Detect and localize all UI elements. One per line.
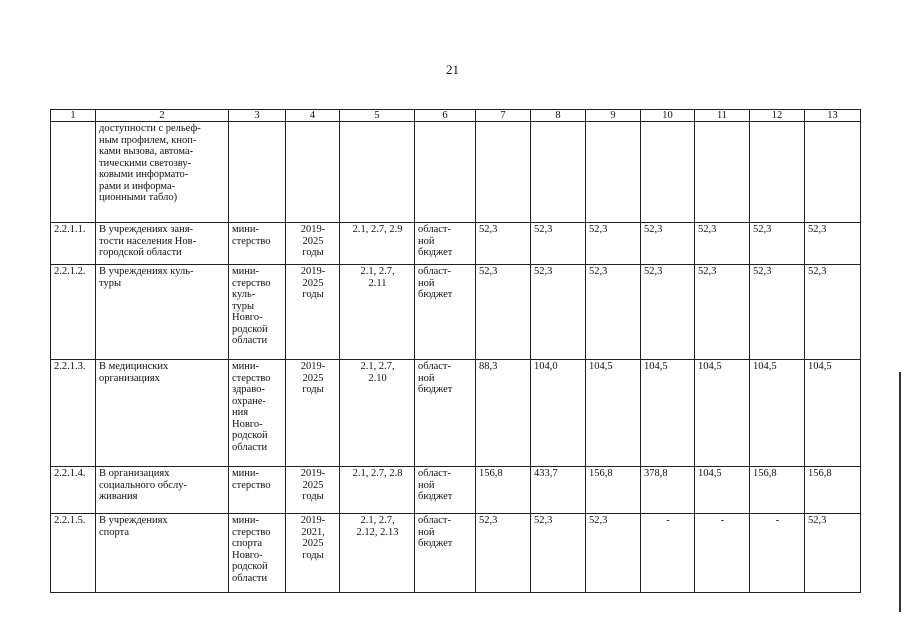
cell-period: 2019- 2025 годы xyxy=(286,265,340,360)
cell-value-2020: 433,7 xyxy=(531,467,586,514)
cell-target-indicators: 2.1, 2.7, 2.9 xyxy=(340,223,415,265)
cell-period: 2019- 2025 годы xyxy=(286,467,340,514)
table-body xyxy=(51,110,861,593)
table-row xyxy=(51,223,861,265)
cell-value-2024: - xyxy=(750,514,805,593)
cell-value-2022 xyxy=(641,122,695,223)
cell-description: В организациях социального обслу- живания xyxy=(96,467,229,514)
cell-value-2022: 52,3 xyxy=(641,223,695,265)
header-cell: 10 xyxy=(641,110,695,122)
cell-row-number: 2.2.1.3. xyxy=(51,360,96,467)
cell-value-2020: 104,0 xyxy=(531,360,586,467)
header-cell: 7 xyxy=(476,110,531,122)
cell-row-number: 2.2.1.5. xyxy=(51,514,96,593)
cell-value-2024: 104,5 xyxy=(750,360,805,467)
cell-target-indicators: 2.1, 2.7, 2.11 xyxy=(340,265,415,360)
cell-value-2019: 52,3 xyxy=(476,514,531,593)
cell-value-2020 xyxy=(531,122,586,223)
cell-funding-source: област- ной бюджет xyxy=(415,360,476,467)
cell-row-number: 2.2.1.2. xyxy=(51,265,96,360)
header-cell: 11 xyxy=(695,110,750,122)
header-cell: 4 xyxy=(286,110,340,122)
cell-value-2022: - xyxy=(641,514,695,593)
cell-value-2024 xyxy=(750,122,805,223)
header-cell: 6 xyxy=(415,110,476,122)
cell-value-2021: 52,3 xyxy=(586,265,641,360)
cell-funding-source: област- ной бюджет xyxy=(415,223,476,265)
cell-target-indicators: 2.1, 2.7, 2.12, 2.13 xyxy=(340,514,415,593)
cell-row-number xyxy=(51,122,96,223)
cell-period: 2019- 2025 годы xyxy=(286,360,340,467)
header-cell: 3 xyxy=(229,110,286,122)
cell-value-2022: 104,5 xyxy=(641,360,695,467)
cell-value-2024: 156,8 xyxy=(750,467,805,514)
cell-target-indicators xyxy=(340,122,415,223)
cell-funding-source: област- ной бюджет xyxy=(415,265,476,360)
scan-edge-line xyxy=(899,372,901,612)
cell-value-2025: 52,3 xyxy=(805,265,861,360)
table-header-row xyxy=(51,110,861,122)
cell-target-indicators: 2.1, 2.7, 2.8 xyxy=(340,467,415,514)
cell-value-2019: 88,3 xyxy=(476,360,531,467)
cell-funding-source: област- ной бюджет xyxy=(415,514,476,593)
cell-description: В учреждениях заня- тости населения Нов- городской области xyxy=(96,223,229,265)
cell-responsible: мини- стерство куль- туры Новго- родской области xyxy=(229,265,286,360)
cell-responsible: мини- стерство спорта Новго- родской области xyxy=(229,514,286,593)
cell-description: В учреждениях куль- туры xyxy=(96,265,229,360)
cell-value-2020: 52,3 xyxy=(531,223,586,265)
cell-value-2021: 52,3 xyxy=(586,514,641,593)
cell-responsible xyxy=(229,122,286,223)
page-number: 21 xyxy=(446,62,459,77)
cell-value-2022: 52,3 xyxy=(641,265,695,360)
cell-value-2019: 52,3 xyxy=(476,223,531,265)
header-cell: 5 xyxy=(340,110,415,122)
cell-value-2021: 52,3 xyxy=(586,223,641,265)
header-cell: 1 xyxy=(51,110,96,122)
cell-responsible: мини- стерство xyxy=(229,223,286,265)
cell-value-2021 xyxy=(586,122,641,223)
table-row xyxy=(51,467,861,514)
table-row xyxy=(51,360,861,467)
cell-row-number: 2.2.1.1. xyxy=(51,223,96,265)
cell-value-2021: 104,5 xyxy=(586,360,641,467)
cell-value-2019: 52,3 xyxy=(476,265,531,360)
cell-description: В учреждениях спорта xyxy=(96,514,229,593)
cell-value-2024: 52,3 xyxy=(750,265,805,360)
cell-value-2023: - xyxy=(695,514,750,593)
cell-value-2021: 156,8 xyxy=(586,467,641,514)
cell-value-2023: 104,5 xyxy=(695,467,750,514)
header-cell: 8 xyxy=(531,110,586,122)
cell-value-2025: 52,3 xyxy=(805,223,861,265)
header-cell: 13 xyxy=(805,110,861,122)
table-row xyxy=(51,514,861,593)
cell-responsible: мини- стерство здраво- охране- ния Новго- родской области xyxy=(229,360,286,467)
budget-table xyxy=(50,109,861,593)
table-row xyxy=(51,265,861,360)
cell-value-2025: 52,3 xyxy=(805,514,861,593)
cell-value-2022: 378,8 xyxy=(641,467,695,514)
cell-description: доступности с рельеф- ным профилем, кноп- ками вызова, автома- тическими светозву- ковыми информато- рами и информа- ционными табло) xyxy=(96,122,229,223)
cell-value-2023: 104,5 xyxy=(695,360,750,467)
header-cell: 12 xyxy=(750,110,805,122)
cell-value-2025 xyxy=(805,122,861,223)
cell-value-2023: 52,3 xyxy=(695,223,750,265)
header-cell: 2 xyxy=(96,110,229,122)
cell-value-2025: 156,8 xyxy=(805,467,861,514)
cell-value-2020: 52,3 xyxy=(531,265,586,360)
cell-responsible: мини- стерство xyxy=(229,467,286,514)
cell-value-2023 xyxy=(695,122,750,223)
cell-period xyxy=(286,122,340,223)
cell-row-number: 2.2.1.4. xyxy=(51,467,96,514)
table-row xyxy=(51,122,861,223)
header-cell: 9 xyxy=(586,110,641,122)
cell-funding-source: област- ной бюджет xyxy=(415,467,476,514)
cell-value-2024: 52,3 xyxy=(750,223,805,265)
cell-description: В медицинских организациях xyxy=(96,360,229,467)
cell-funding-source xyxy=(415,122,476,223)
cell-value-2023: 52,3 xyxy=(695,265,750,360)
cell-target-indicators: 2.1, 2.7, 2.10 xyxy=(340,360,415,467)
cell-value-2025: 104,5 xyxy=(805,360,861,467)
cell-value-2020: 52,3 xyxy=(531,514,586,593)
cell-period: 2019- 2025 годы xyxy=(286,223,340,265)
cell-value-2019 xyxy=(476,122,531,223)
cell-period: 2019- 2021, 2025 годы xyxy=(286,514,340,593)
cell-value-2019: 156,8 xyxy=(476,467,531,514)
